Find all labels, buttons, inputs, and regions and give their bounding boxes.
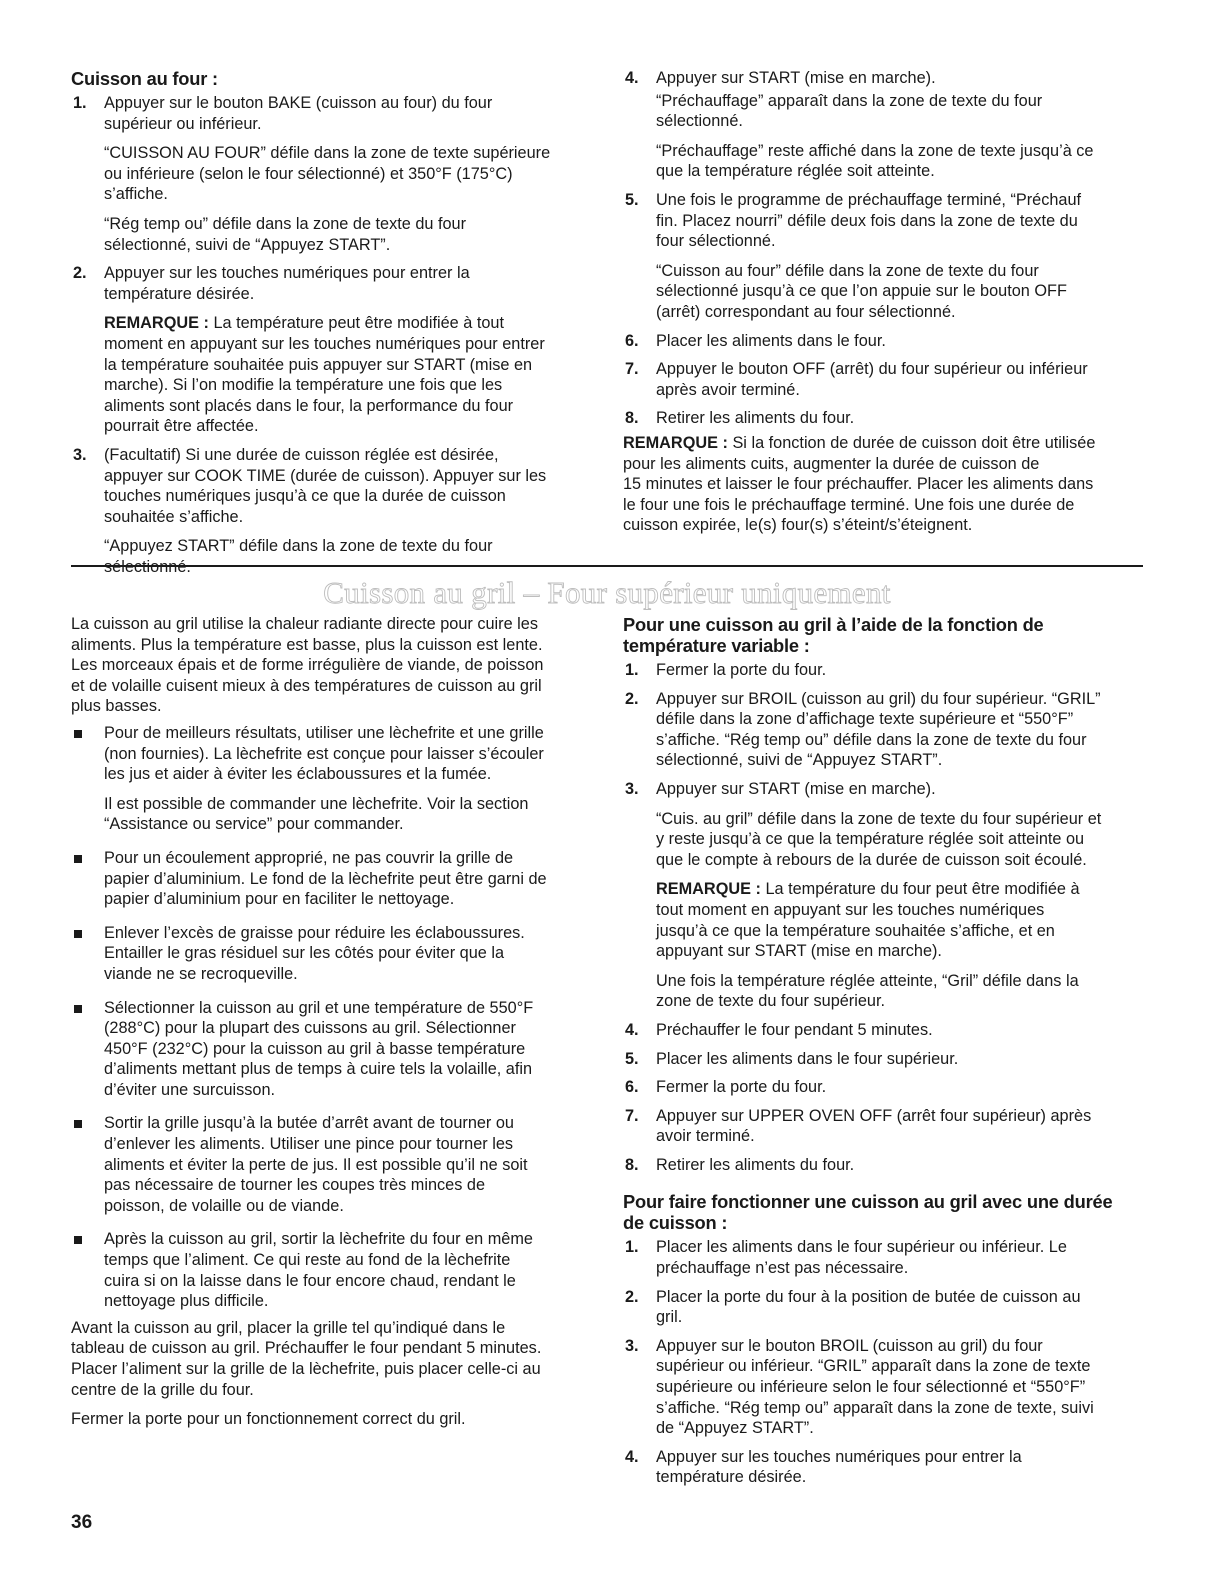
- bake-step-2: 2. Appuyer sur les touches numériques pour entrer la température désirée. REMARQUE : La température peut être modifiée à tout moment en appuyant sur les touches numériques pour entrer la température souhaitée puis appuyer sur START (mise en marche). Si l’on modifie la température une fois que les aliments sont placés dans le four, la performance du four pourrait être affectée.: [71, 263, 591, 437]
- bake-steps: [71, 93, 591, 577]
- page-number: 36: [71, 1512, 93, 1533]
- step-detail: “Cuis. au gril” défile dans la zone de texte du four supérieur et y reste jusqu’à ce que la température réglée soit atteinte ou que le compte à rebours de la durée de cuisson soit écoulé.: [656, 809, 1102, 869]
- bake-steps-continued: [623, 68, 1153, 429]
- timed-step-4: 4. Appuyer sur les touches numériques pour entrer la température désirée.: [625, 1447, 1022, 1487]
- step-detail: “CUISSON AU FOUR” défile dans la zone de texte supérieure ou inférieure (selon le four sélectionné) et 350°F (175°C) s’affiche.: [104, 144, 551, 204]
- variable-temp-steps: [623, 660, 1153, 1175]
- bake-step-7: 7. Appuyer le bouton OFF (arrêt) du four supérieur ou inférieur après avoir terminé.: [625, 360, 1088, 399]
- step-detail: Une fois la température réglée atteinte, “Gril” défile dans la zone de texte du four supérieur.: [656, 971, 1079, 1011]
- square-bullet-icon: [74, 930, 82, 938]
- square-bullet-icon: [74, 1005, 82, 1013]
- square-bullet-icon: [74, 1120, 82, 1128]
- square-bullet-icon: [74, 1236, 82, 1244]
- broil-steps-column: [623, 614, 1153, 1496]
- broil-section-title: Cuisson au gril – Four supérieur uniquement: [323, 575, 891, 610]
- variable-temp-heading: Pour une cuisson au gril à l’aide de la fonction de température variable :: [623, 614, 1044, 656]
- broil-tips: [71, 723, 596, 1312]
- bake-step-1: 1. Appuyer sur le bouton BAKE (cuisson au four) du four supérieur ou inférieur. “CUISSON AU FOUR” défile dans la zone de texte supérieure ou inférieure (selon le four sélectionné) et 350°F (175°C) s’affiche. “Rég temp ou” défile dans la zone de texte du four sélectionné, suivi de “Appuyez START”.: [71, 93, 591, 255]
- step-note: REMARQUE : La température peut être modifiée à tout moment en appuyant sur les touches numériques pour entrer la température souhaitée puis appuyer sur START (mise en marche). Si l’on modifie la température une fois que les aliments sont placés dans le four, la performance du four pourrait être affectée.: [104, 314, 545, 436]
- timed-step-1: 1. Placer les aliments dans le four supérieur ou inférieur. Le préchauffage n’est pas nécessaire.: [625, 1238, 1067, 1278]
- broil-intro-column: [71, 614, 596, 1430]
- square-bullet-icon: [74, 730, 82, 738]
- bake-step-4: 4. Appuyer sur START (mise en marche). “Préchauffage” apparaît dans la zone de texte du four sélectionné. “Préchauffage” reste affiché dans la zone de texte jusqu’à ce que la température réglée soit atteinte.: [623, 68, 1153, 182]
- bake-step-6: 6. Placer les aliments dans le four.: [625, 331, 886, 350]
- step-detail: “Cuisson au four” défile dans la zone de texte du four sélectionné jusqu’à ce que l’on appuie sur le bouton OFF (arrêt) correspondant au four sélectionné.: [656, 261, 1067, 321]
- timed-broil-heading: Pour faire fonctionner une cuisson au gril avec une durée de cuisson :: [623, 1191, 1113, 1234]
- broil-step-1: 1. Fermer la porte du four.: [625, 661, 827, 679]
- broil-step-3: 3. Appuyer sur START (mise en marche). “Cuis. au gril” défile dans la zone de texte du four supérieur et y reste jusqu’à ce que la température réglée soit atteinte ou que le compte à rebours de la durée de cuisson soit écoulé. REMARQUE : La température du four peut être modifiée à tout moment en appuyant sur les touches numériques jusqu’à ce que la température souhaitée s’affiche, et en appuyant sur START (mise en marche). Une fois la température réglée atteinte, “Gril” défile dans la zone de texte du four supérieur.: [623, 779, 1153, 1012]
- list-item: Sortir la grille jusqu’à la butée d’arrêt avant de tourner ou d’enlever les aliments. Utiliser une pince pour tourner les aliments et éviter la perte de jus. Il est possible qu’il ne soit pas nécessaire de tourner les coupes très minces de poisson, de volaille ou de viande.: [71, 1113, 596, 1216]
- list-item: Sélectionner la cuisson au gril et une température de 550°F (288°C) pour la plupart des cuissons au gril. Sélectionner 450°F (232°C) pour la cuisson au gril à basse température d’aliments mettant plus de temps à cuire tels la volaille, afin d’éviter une surcuisson.: [71, 998, 596, 1101]
- broil-preparation-paragraph: Avant la cuisson au gril, placer la grille tel qu’indiqué dans le tableau de cuisson au gril. Préchauffer le four pendant 5 minutes. Placer l’aliment sur la grille de la lèchefrite, puis placer celle-ci au centre de la grille du four.: [71, 1318, 542, 1399]
- list-item: Après la cuisson au gril, sortir la lèchefrite du four en même temps que l’aliment. Ce qui reste au fond de la lèchefrite cuira si on la laisse dans le four encore chaud, rendant le nettoyage plus difficile.: [71, 1229, 596, 1311]
- broil-intro: La cuisson au gril utilise la chaleur radiante directe pour cuire les aliments. Plus la température est basse, plus la cuisson est lente. Les morceaux épais et de forme irrégulière de viande, de poisson et de volaille cuisent mieux à des températures de cuisson au gril plus basses.: [71, 615, 544, 716]
- section-divider: [71, 565, 1143, 567]
- broil-step-2: 2. Appuyer sur BROIL (cuisson au gril) du four supérieur. “GRIL” défile dans la zone d’affichage texte supérieure et “550°F” s’affiche. “Rég temp ou” défile dans la zone de texte du four sélectionné, suivi de “Appuyez START”.: [625, 689, 1101, 770]
- step-detail: “Préchauffage” apparaît dans la zone de texte du four sélectionné.: [656, 91, 1043, 131]
- bake-heading: Cuisson au four :: [71, 68, 218, 89]
- list-item: Enlever l’excès de graisse pour réduire les éclaboussures. Entailler le gras résiduel sur les côtés pour éviter que la viande ne se recroqueville.: [71, 923, 596, 985]
- bake-column-continued: [623, 68, 1153, 536]
- timed-step-3: 3. Appuyer sur le bouton BROIL (cuisson au gril) du four supérieur ou inférieur. “GRIL” apparaît dans la zone de texte supérieure ou inférieure selon le four sélectionné et “550°F” s’affiche. “Rég temp ou” apparaît dans la zone de texte, suivi de “Appuyez START”.: [625, 1336, 1094, 1438]
- step-detail: “Préchauffage” reste affiché dans la zone de texte jusqu’à ce que la température réglée soit atteinte.: [656, 141, 1094, 181]
- broil-step-6: 6. Fermer la porte du four.: [625, 1078, 827, 1097]
- broil-step-7: 7. Appuyer sur UPPER OVEN OFF (arrêt four supérieur) après avoir terminé.: [625, 1106, 1092, 1146]
- step-note: REMARQUE : La température du four peut être modifiée à tout moment en appuyant sur les touches numériques jusqu’à ce que la température souhaitée s’affiche, et en appuyant sur START (mise en marche).: [656, 880, 1080, 961]
- timed-broil-steps: [623, 1237, 1153, 1488]
- broil-step-8: 8. Retirer les aliments du four.: [625, 1155, 855, 1174]
- broil-step-5: 5. Placer les aliments dans le four supérieur.: [625, 1049, 959, 1068]
- bake-step-8: 8. Retirer les aliments du four.: [625, 409, 855, 428]
- broil-closing-paragraph: Fermer la porte pour un fonctionnement correct du gril.: [71, 1410, 466, 1429]
- list-item: Pour de meilleurs résultats, utiliser une lèchefrite et une grille (non fournies). La lèchefrite est conçue pour laisser s’écouler les jus et aider à éviter les éclaboussures et la fumée. Il est possible de commander une lèchefrite. Voir la section “Assistance ou service” pour commander.: [71, 723, 596, 835]
- bake-column: [71, 68, 591, 585]
- bake-step-3: 3. (Facultatif) Si une durée de cuisson réglée est désirée, appuyer sur COOK TIME (durée de cuisson). Appuyer sur les touches numériques jusqu’à ce que la durée de cuisson souhaitée s’affiche. “Appuyez START” défile dans la zone de texte du four: [71, 445, 591, 578]
- timed-step-2: 2. Placer la porte du four à la position de butée de cuisson au gril.: [625, 1287, 1081, 1327]
- bake-step-5: 5. Une fois le programme de préchauffage terminé, “Préchauf fin. Placez nourri” défile deux fois dans la zone de texte du four sélectionné. “Cuisson au four” défile dans la zone de texte du four sélectionné jusqu’à ce que l’on appuie sur le bouton OFF (arrêt) correspondant au four sélectionné.: [623, 190, 1153, 323]
- bake-final-note: REMARQUE : Si la fonction de durée de cuisson doit être utilisée pour les aliments cuits, augmenter la durée de cuisson de 15 minutes et laisser le four préchauffer. Placer les aliments dans le four une fois le préchauffage terminé. Une fois une durée de cuisson expirée, le(s) four(s) s’éteint/s’éteignent.: [623, 433, 1096, 535]
- square-bullet-icon: [74, 855, 82, 863]
- step-detail: “Appuyez START” défile dans la zone de texte du four: [104, 537, 493, 556]
- step-detail: “Rég temp ou” défile dans la zone de texte du four sélectionné, suivi de “Appuyez START”.: [104, 214, 467, 254]
- broil-step-4: 4. Préchauffer le four pendant 5 minutes.: [625, 1020, 933, 1039]
- list-item: Pour un écoulement approprié, ne pas couvrir la grille de papier d’aluminium. Le fond de la lèchefrite peut être garni de papier d’aluminium pour en faciliter le nettoyage.: [71, 848, 596, 910]
